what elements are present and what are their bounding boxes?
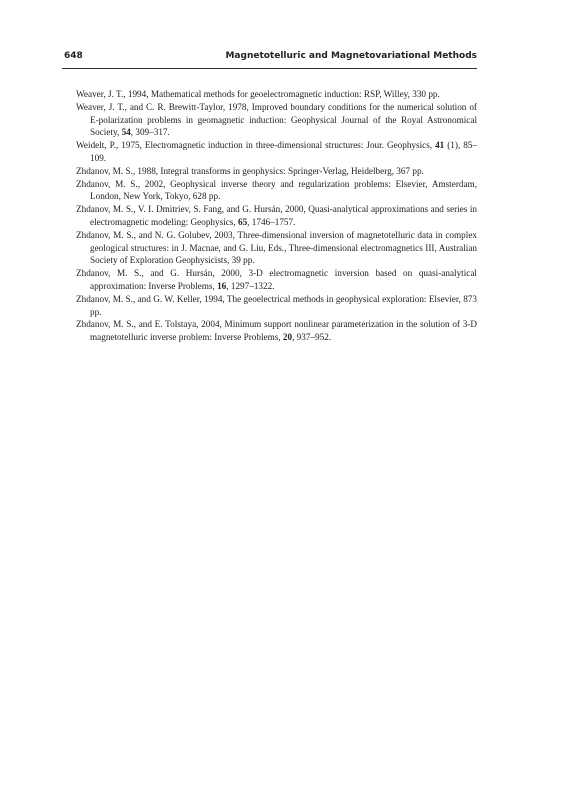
page-number: 648 [64,51,83,61]
reference-item: Zhdanov, M. S., V. I. Dmitriev, S. Fang, and G. Hursán, 2000, Quasi-analytical approximations and series in electromagnetic modeling: Geophysics, 65, 1746–1757. [76,204,477,227]
reference-item: Weaver, J. T., and C. R. Brewitt-Taylor, 1978, Improved boundary conditions for the numerical solution of E-polarization problems in geomagnetic induction: Geophysical Journal of the Royal Astronomical Society, 54, 309–317. [76,101,477,138]
reference-item: Weaver, J. T., 1994, Mathematical methods for geoelectromagnetic induction: RSP, Willey, 330 pp. [76,89,440,99]
reference-item: Zhdanov, M. S., and G. Hursán, 2000, 3-D electromagnetic inversion based on quasi-analytical approximation: Inverse Problems, 16, 1297–1322. [76,268,477,291]
reference-item: Weidelt, P., 1975, Electromagnetic induction in three-dimensional structures: Jour. Geophysics, 41 (1), 85–109. [76,140,477,163]
reference-item: Zhdanov, M. S., and E. Tolstaya, 2004, Minimum support nonlinear parameterization in the solution of 3-D magnetotelluric inverse problem: Inverse Problems, 20, 937–952. [76,319,477,343]
reference-item: Zhdanov, M. S., 2002, Geophysical inverse theory and regularization problems: Elsevier, Amsterdam, London, New York, Tokyo, 628 pp. [76,178,477,202]
reference-list [76,88,477,344]
reference-item: Zhdanov, M. S., and G. W. Keller, 1994, The geoelectrical methods in geophysical exploration: Elsevier, 873 pp. [76,293,477,317]
reference-item: Zhdanov, M. S., and N. G. Golubev, 2003, Three-dimensional inversion of magnetotelluric data in complex geological structures: in J. Macnae, and G. Liu, Eds., Three-dimensional electromagnetics III, Australian Society of Exploration Geophysicists, 39 pp. [76,229,477,266]
reference-item: Zhdanov, M. S., 1988, Integral transforms in geophysics: Springer-Verlag, Heidelberg, 367 pp. [76,165,424,176]
header-rule [62,68,477,69]
running-title: Magnetotelluric and Magnetovariational Methods [225,51,477,61]
running-header [62,46,477,64]
